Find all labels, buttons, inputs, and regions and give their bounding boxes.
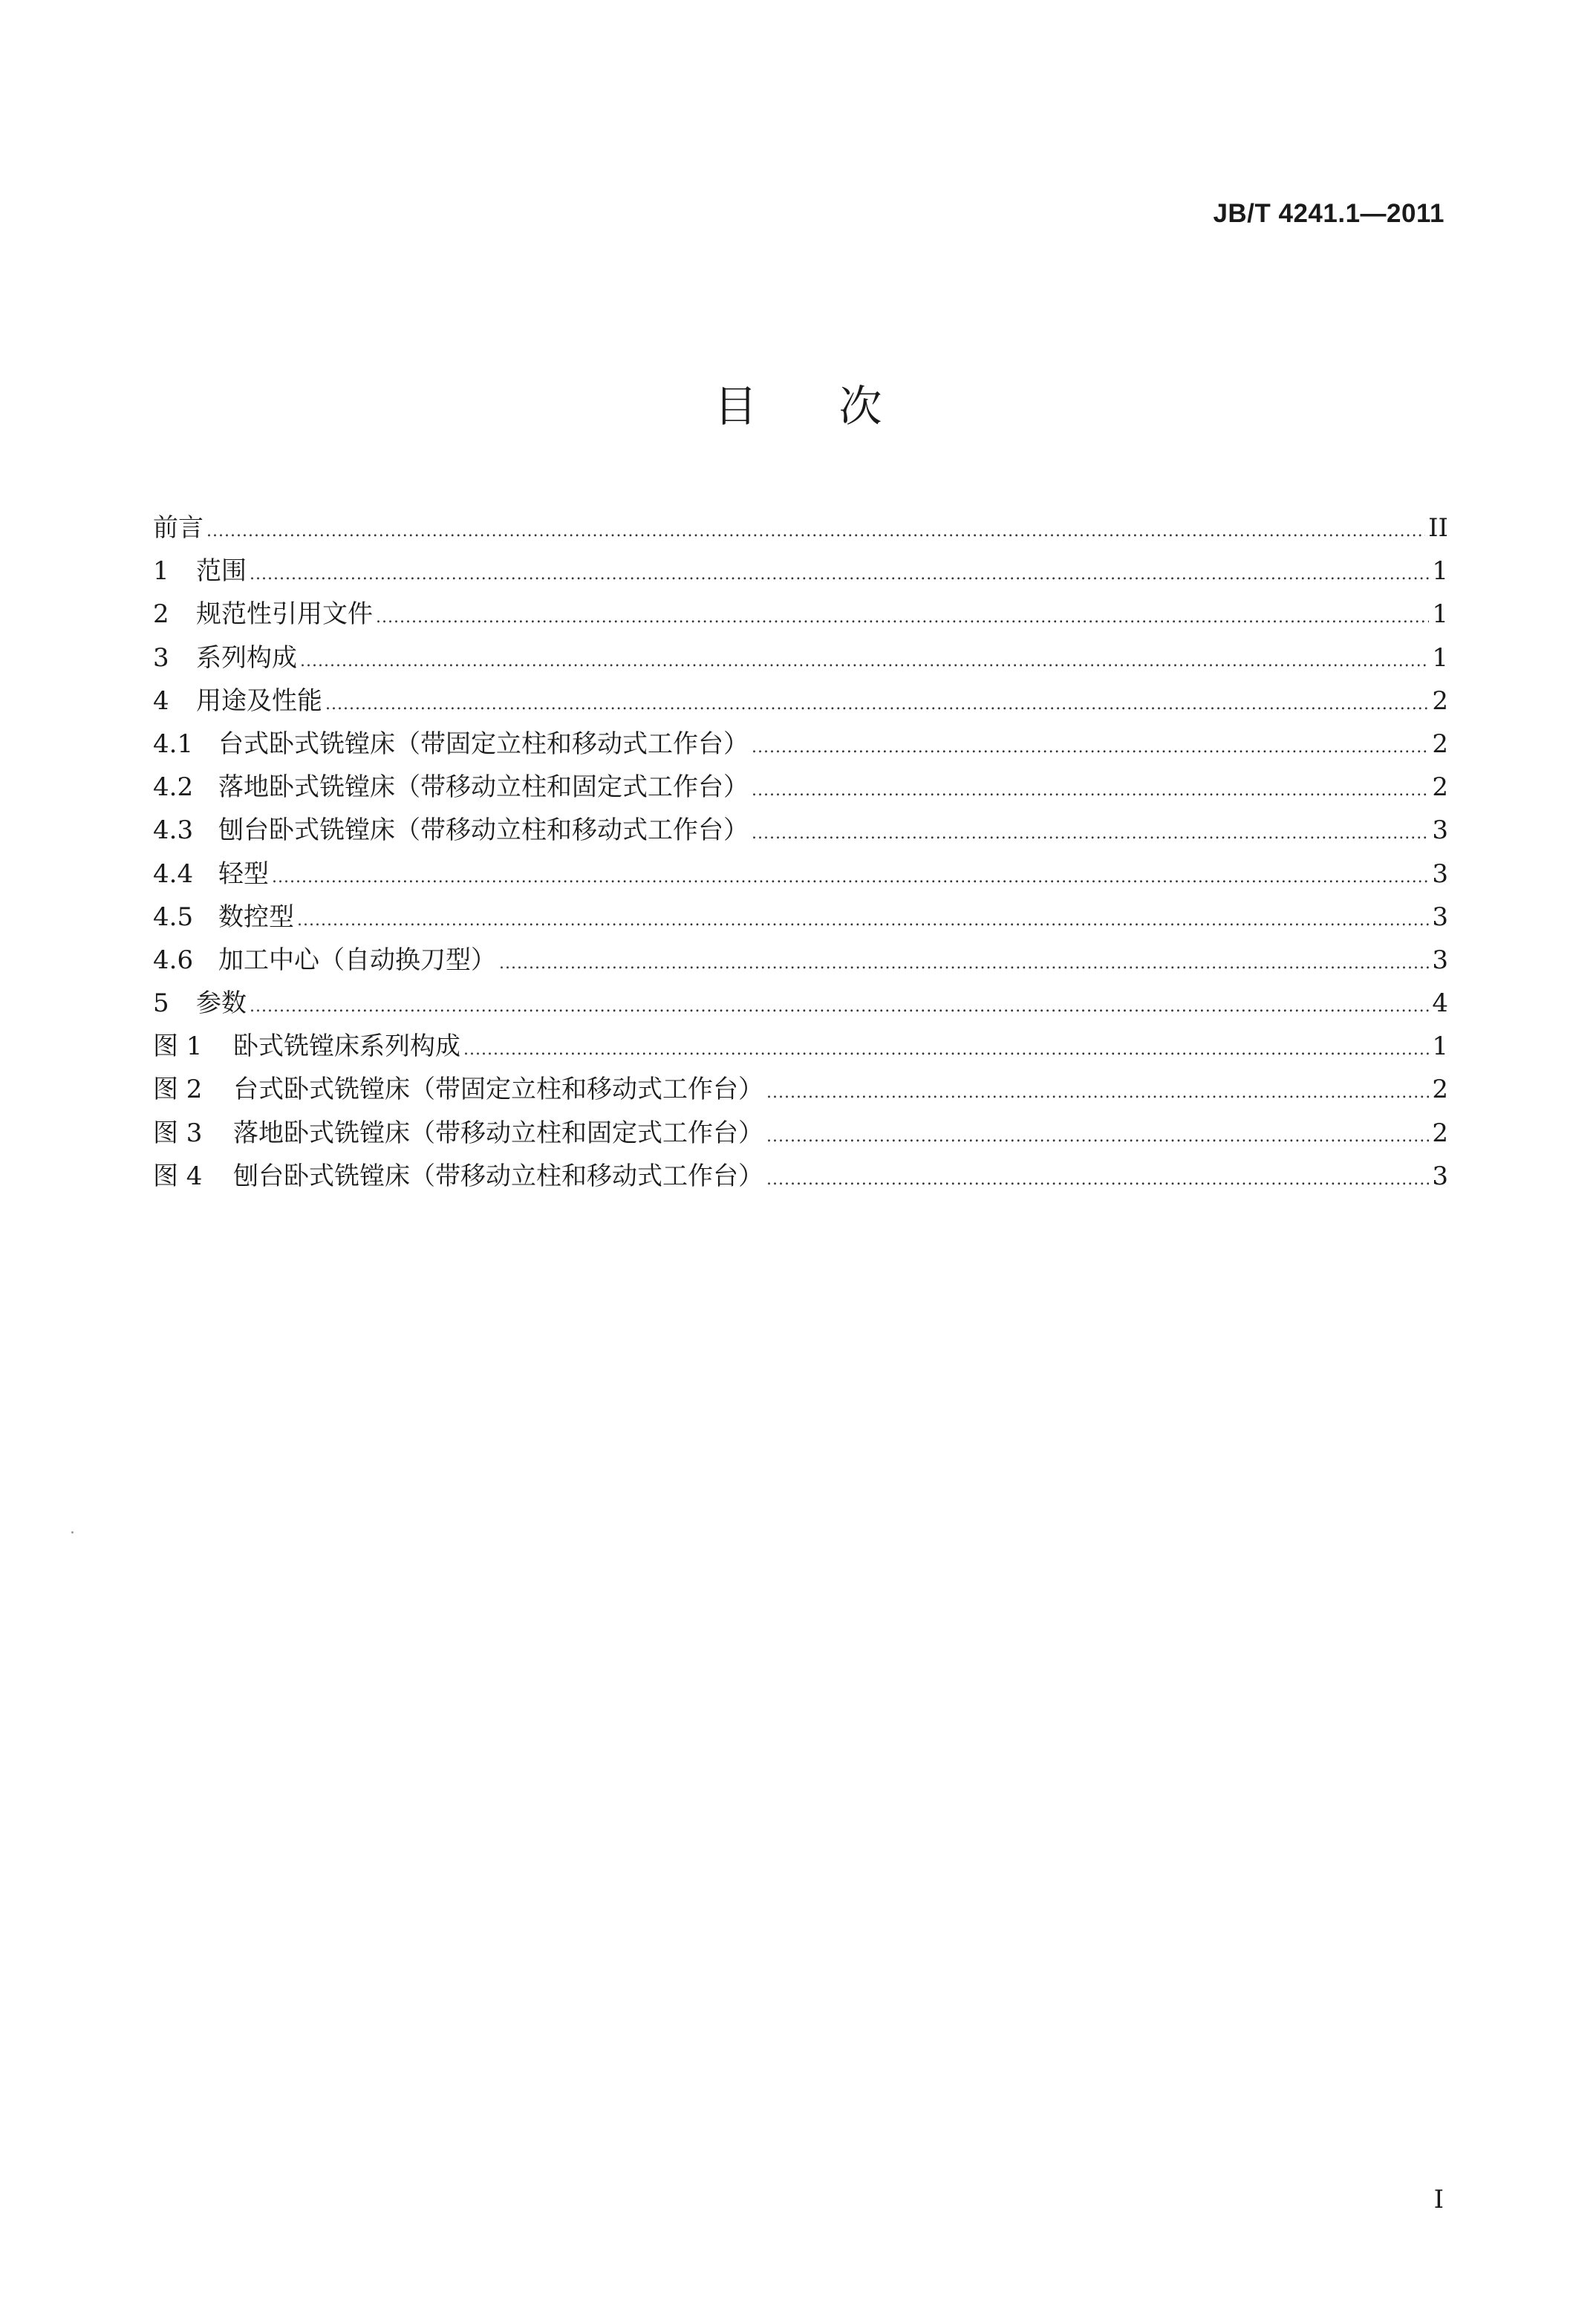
toc-entry-page: 2 [1432,1075,1448,1105]
toc-entry-page: II [1428,513,1448,543]
toc-leader-dots [752,726,1429,769]
toc-entry-number: 4.4 [153,858,194,889]
toc-entry[interactable] [153,1112,1448,1155]
toc-leader-dots [766,1072,1429,1115]
toc-leader-dots [250,985,1429,1029]
toc-entry-number: 4 [153,685,169,716]
toc-entry[interactable] [153,723,1448,766]
toc-entry-page: 2 [1432,772,1448,803]
toc-entry-number: 4.2 [153,772,194,803]
toc-entry-page: 3 [1432,858,1448,889]
toc-entry[interactable] [153,1155,1448,1198]
toc-entry[interactable] [153,550,1448,593]
toc-entry-title: 卧式铣镗床系列构成 [233,1031,460,1062]
toc-entry-title: 系列构成 [196,642,297,673]
toc-entry-number: 4.3 [153,815,194,846]
toc-entry-page: 1 [1432,642,1448,673]
toc-entry-title: 规范性引用文件 [196,599,373,630]
toc-entry-number: 4.6 [153,945,194,975]
toc-entry-number: 3 [153,642,169,673]
toc-entry-page: 3 [1432,815,1448,846]
toc-entry-page: 4 [1432,988,1448,1019]
page-number: I [1433,2185,1444,2214]
toc-entry-title: 台式卧式铣镗床（带固定立柱和移动式工作台） [218,728,749,759]
toc-entry-title: 落地卧式铣镗床（带移动立柱和固定式工作台） [233,1118,763,1148]
toc-entry-number: 图 4 [153,1161,203,1191]
toc-entry-number: 图 2 [153,1075,203,1105]
toc-entry-page: 3 [1432,1161,1448,1191]
toc-leader-dots [766,1115,1429,1158]
toc-entry-title: 数控型 [218,902,294,932]
toc-entry[interactable] [153,939,1448,982]
toc-leader-dots [752,769,1429,812]
toc-entry-page: 1 [1432,556,1448,587]
toc-entry[interactable] [153,853,1448,896]
toc-entry-title: 范围 [196,556,247,587]
toc-entry-title: 刨台卧式铣镗床（带移动立柱和移动式工作台） [233,1161,763,1191]
toc-entry-title: 轻型 [218,858,269,889]
toc-entry-page: 1 [1432,599,1448,630]
toc-entry[interactable] [153,1068,1448,1111]
toc-entry[interactable] [153,809,1448,852]
toc-leader-dots [272,856,1429,899]
toc-entry[interactable] [153,1025,1448,1068]
toc-entry-title: 前言 [153,513,203,543]
table-of-contents [153,506,1448,1198]
toc-entry-title: 参数 [196,988,247,1019]
toc-leader-dots [300,640,1429,683]
toc-entry-page: 2 [1432,1118,1448,1148]
toc-entry-title: 加工中心（自动换刀型） [218,945,496,975]
toc-leader-dots [463,1029,1429,1072]
toc-entry-title: 刨台卧式铣镗床（带移动立柱和移动式工作台） [218,815,749,846]
toc-entry[interactable] [153,766,1448,809]
toc-entry-number: 图 3 [153,1118,203,1148]
toc-entry-title: 用途及性能 [196,685,322,716]
toc-entry-title: 落地卧式铣镗床（带移动立柱和固定式工作台） [218,772,749,803]
toc-entry[interactable] [153,679,1448,723]
toc-leader-dots [206,510,1425,553]
toc-entry[interactable] [153,506,1448,550]
toc-entry-page: 3 [1432,945,1448,975]
toc-leader-dots [297,899,1429,942]
toc-entry-number: 5 [153,988,169,1019]
toc-leader-dots [250,553,1429,596]
toc-leader-dots [325,683,1429,726]
document-code: JB/T 4241.1—2011 [1213,199,1444,228]
toc-title: 目次 [714,381,964,431]
scan-speck [71,1531,74,1533]
toc-entry-page: 2 [1432,685,1448,716]
toc-entry-number: 1 [153,556,169,587]
toc-leader-dots [499,942,1429,985]
toc-entry-page: 3 [1432,902,1448,932]
toc-entry-number: 图 1 [153,1031,203,1062]
toc-entry-number: 4.5 [153,902,194,932]
toc-entry[interactable] [153,636,1448,679]
toc-entry[interactable] [153,982,1448,1025]
toc-leader-dots [376,596,1429,639]
toc-entry-number: 2 [153,599,169,630]
toc-entry-title: 台式卧式铣镗床（带固定立柱和移动式工作台） [233,1075,763,1105]
toc-entry-page: 2 [1432,728,1448,759]
toc-entry-page: 1 [1432,1031,1448,1062]
toc-entry[interactable] [153,896,1448,939]
toc-entry[interactable] [153,593,1448,636]
toc-entry-number: 4.1 [153,728,194,759]
toc-leader-dots [752,812,1429,855]
toc-leader-dots [766,1158,1429,1202]
